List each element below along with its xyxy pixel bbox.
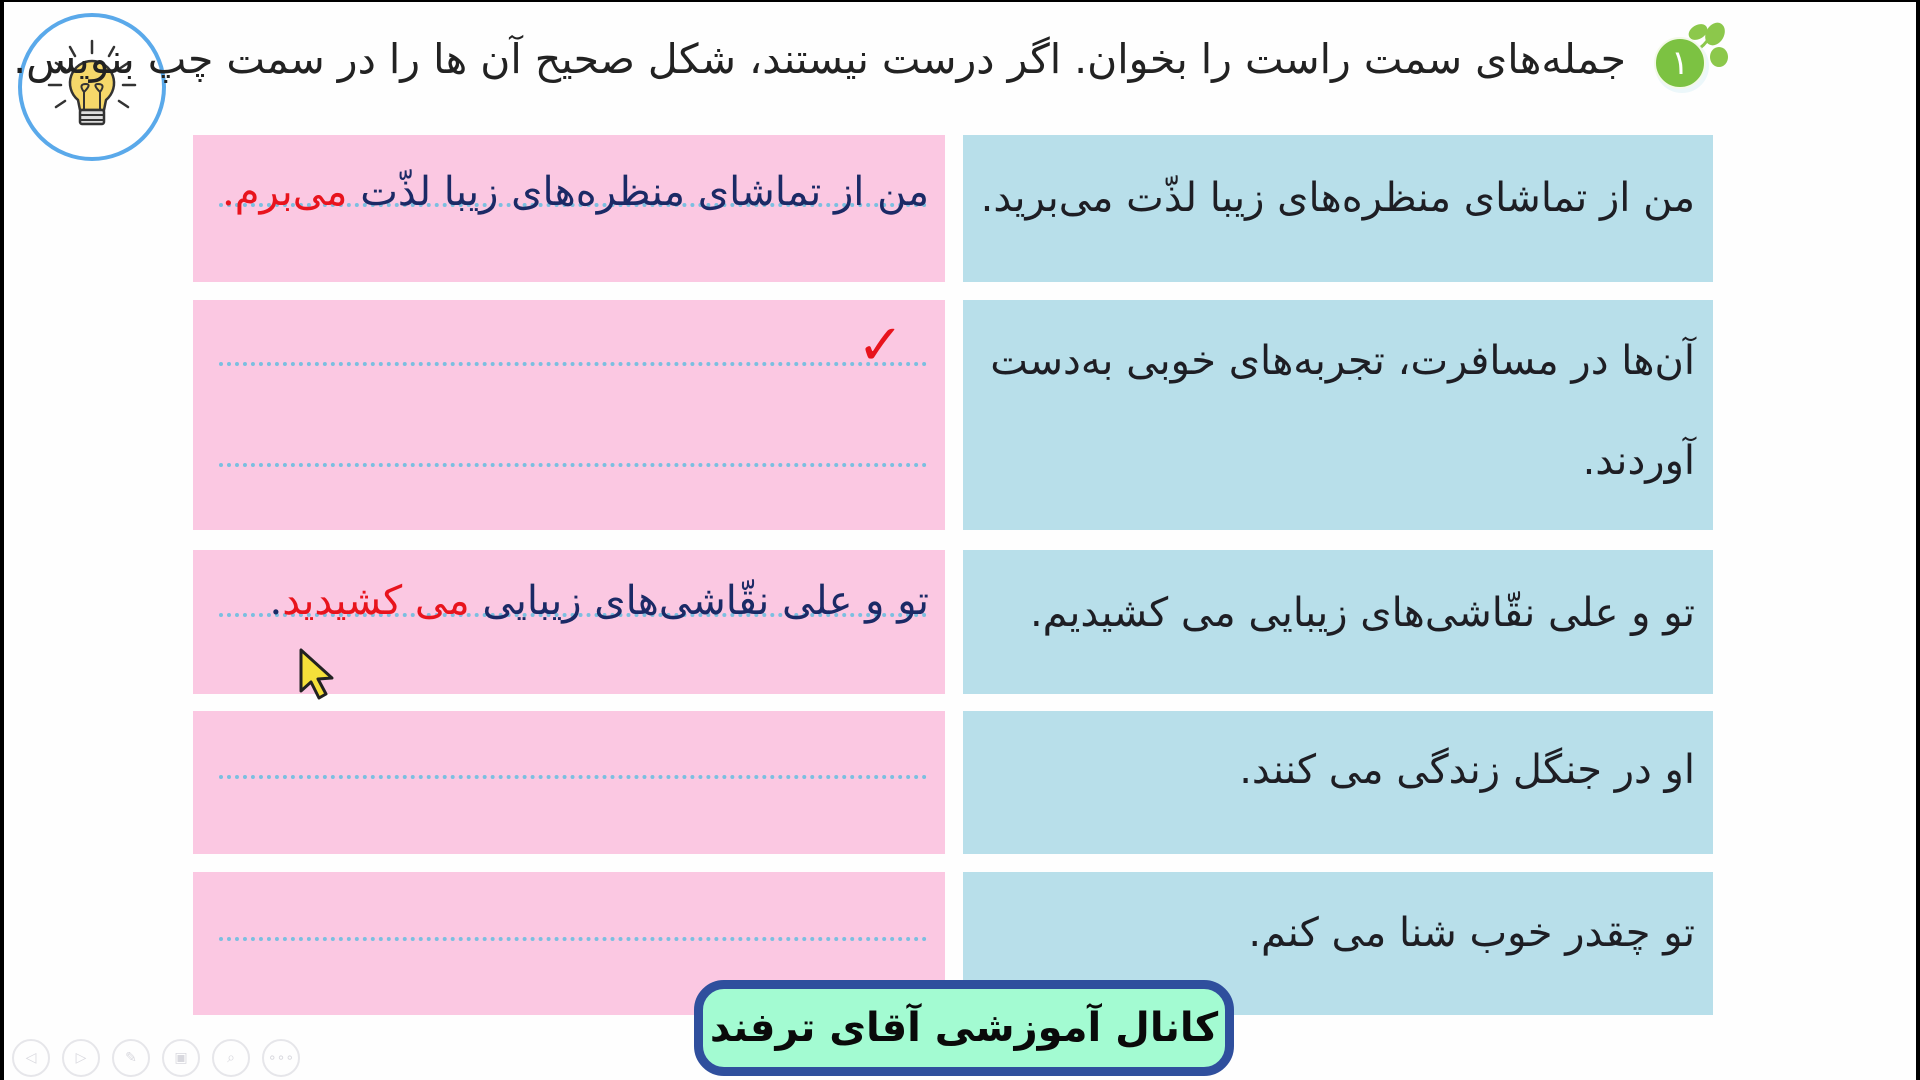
- previous-slide-button[interactable]: [12, 1039, 50, 1077]
- sentence-cell-3: [963, 550, 1713, 694]
- dotted-writing-line: [219, 362, 927, 366]
- slide: [4, 2, 1916, 1080]
- more-options-button[interactable]: [262, 1039, 300, 1077]
- handwritten-answer: [222, 169, 929, 215]
- sentence-cell-1: [963, 135, 1713, 282]
- sentence-text-line-2: آوردند.: [1582, 438, 1695, 484]
- next-slide-button[interactable]: [62, 1039, 100, 1077]
- answer-text: تو و علی نقّاشی‌های زیبایی: [482, 578, 929, 624]
- right-triangle-icon: ▷: [75, 1050, 87, 1066]
- answer-cell-1[interactable]: [193, 135, 945, 282]
- checkmark-icon: ✓: [857, 313, 904, 378]
- dotted-writing-line: [219, 775, 927, 779]
- handwritten-answer: [270, 578, 929, 624]
- answer-cell-4[interactable]: [193, 711, 945, 854]
- exercise-instruction: جمله‌های سمت راست را بخوان. اگر درست نیستند، شکل صحیح آن ها را در سمت چپ بنویس.: [13, 35, 1626, 83]
- pen-tool-button[interactable]: [112, 1039, 150, 1077]
- answer-cell-2[interactable]: [193, 300, 945, 530]
- dotted-writing-line: [219, 937, 927, 941]
- zoom-button[interactable]: [212, 1039, 250, 1077]
- channel-name: کانال آموزشی آقای ترفند: [709, 1005, 1219, 1051]
- sentence-cell-2: [963, 300, 1713, 530]
- pen-icon: ✎: [125, 1050, 137, 1066]
- dotted-writing-line: [219, 463, 927, 467]
- correction-text: می کشیدید: [282, 578, 470, 624]
- sentence-text: آن‌ها در مسافرت، تجربه‌های خوبی به‌دست: [990, 338, 1695, 384]
- presentation-controls: [12, 1039, 300, 1077]
- sentence-text: او در جنگل زندگی می کنند.: [1239, 747, 1695, 793]
- see-all-slides-button[interactable]: [162, 1039, 200, 1077]
- more-dots-icon: ∘∘∘: [267, 1050, 295, 1066]
- answer-period: .: [222, 169, 235, 215]
- correction-text: می‌برم: [234, 169, 348, 215]
- answer-text: من از تماشای منظره‌های زیبا لذّت: [360, 169, 929, 215]
- sentence-cell-4: [963, 711, 1713, 854]
- exercise-number-badge: [1640, 18, 1732, 98]
- mouse-pointer-icon: [298, 647, 338, 705]
- sentence-text: من از تماشای منظره‌های زیبا لذّت می‌برید.: [980, 175, 1695, 221]
- sentence-text: تو چقدر خوب شنا می کنم.: [1248, 910, 1695, 956]
- left-triangle-icon: ◁: [25, 1050, 37, 1066]
- answer-period: .: [269, 578, 283, 624]
- exercise-number: ۱: [1670, 43, 1690, 83]
- slides-icon: ▣: [174, 1050, 188, 1066]
- magnifier-icon: ⌕: [227, 1050, 235, 1066]
- sentence-text: تو و علی نقّاشی‌های زیبایی می کشیدیم.: [1029, 590, 1695, 636]
- channel-banner: [694, 980, 1234, 1076]
